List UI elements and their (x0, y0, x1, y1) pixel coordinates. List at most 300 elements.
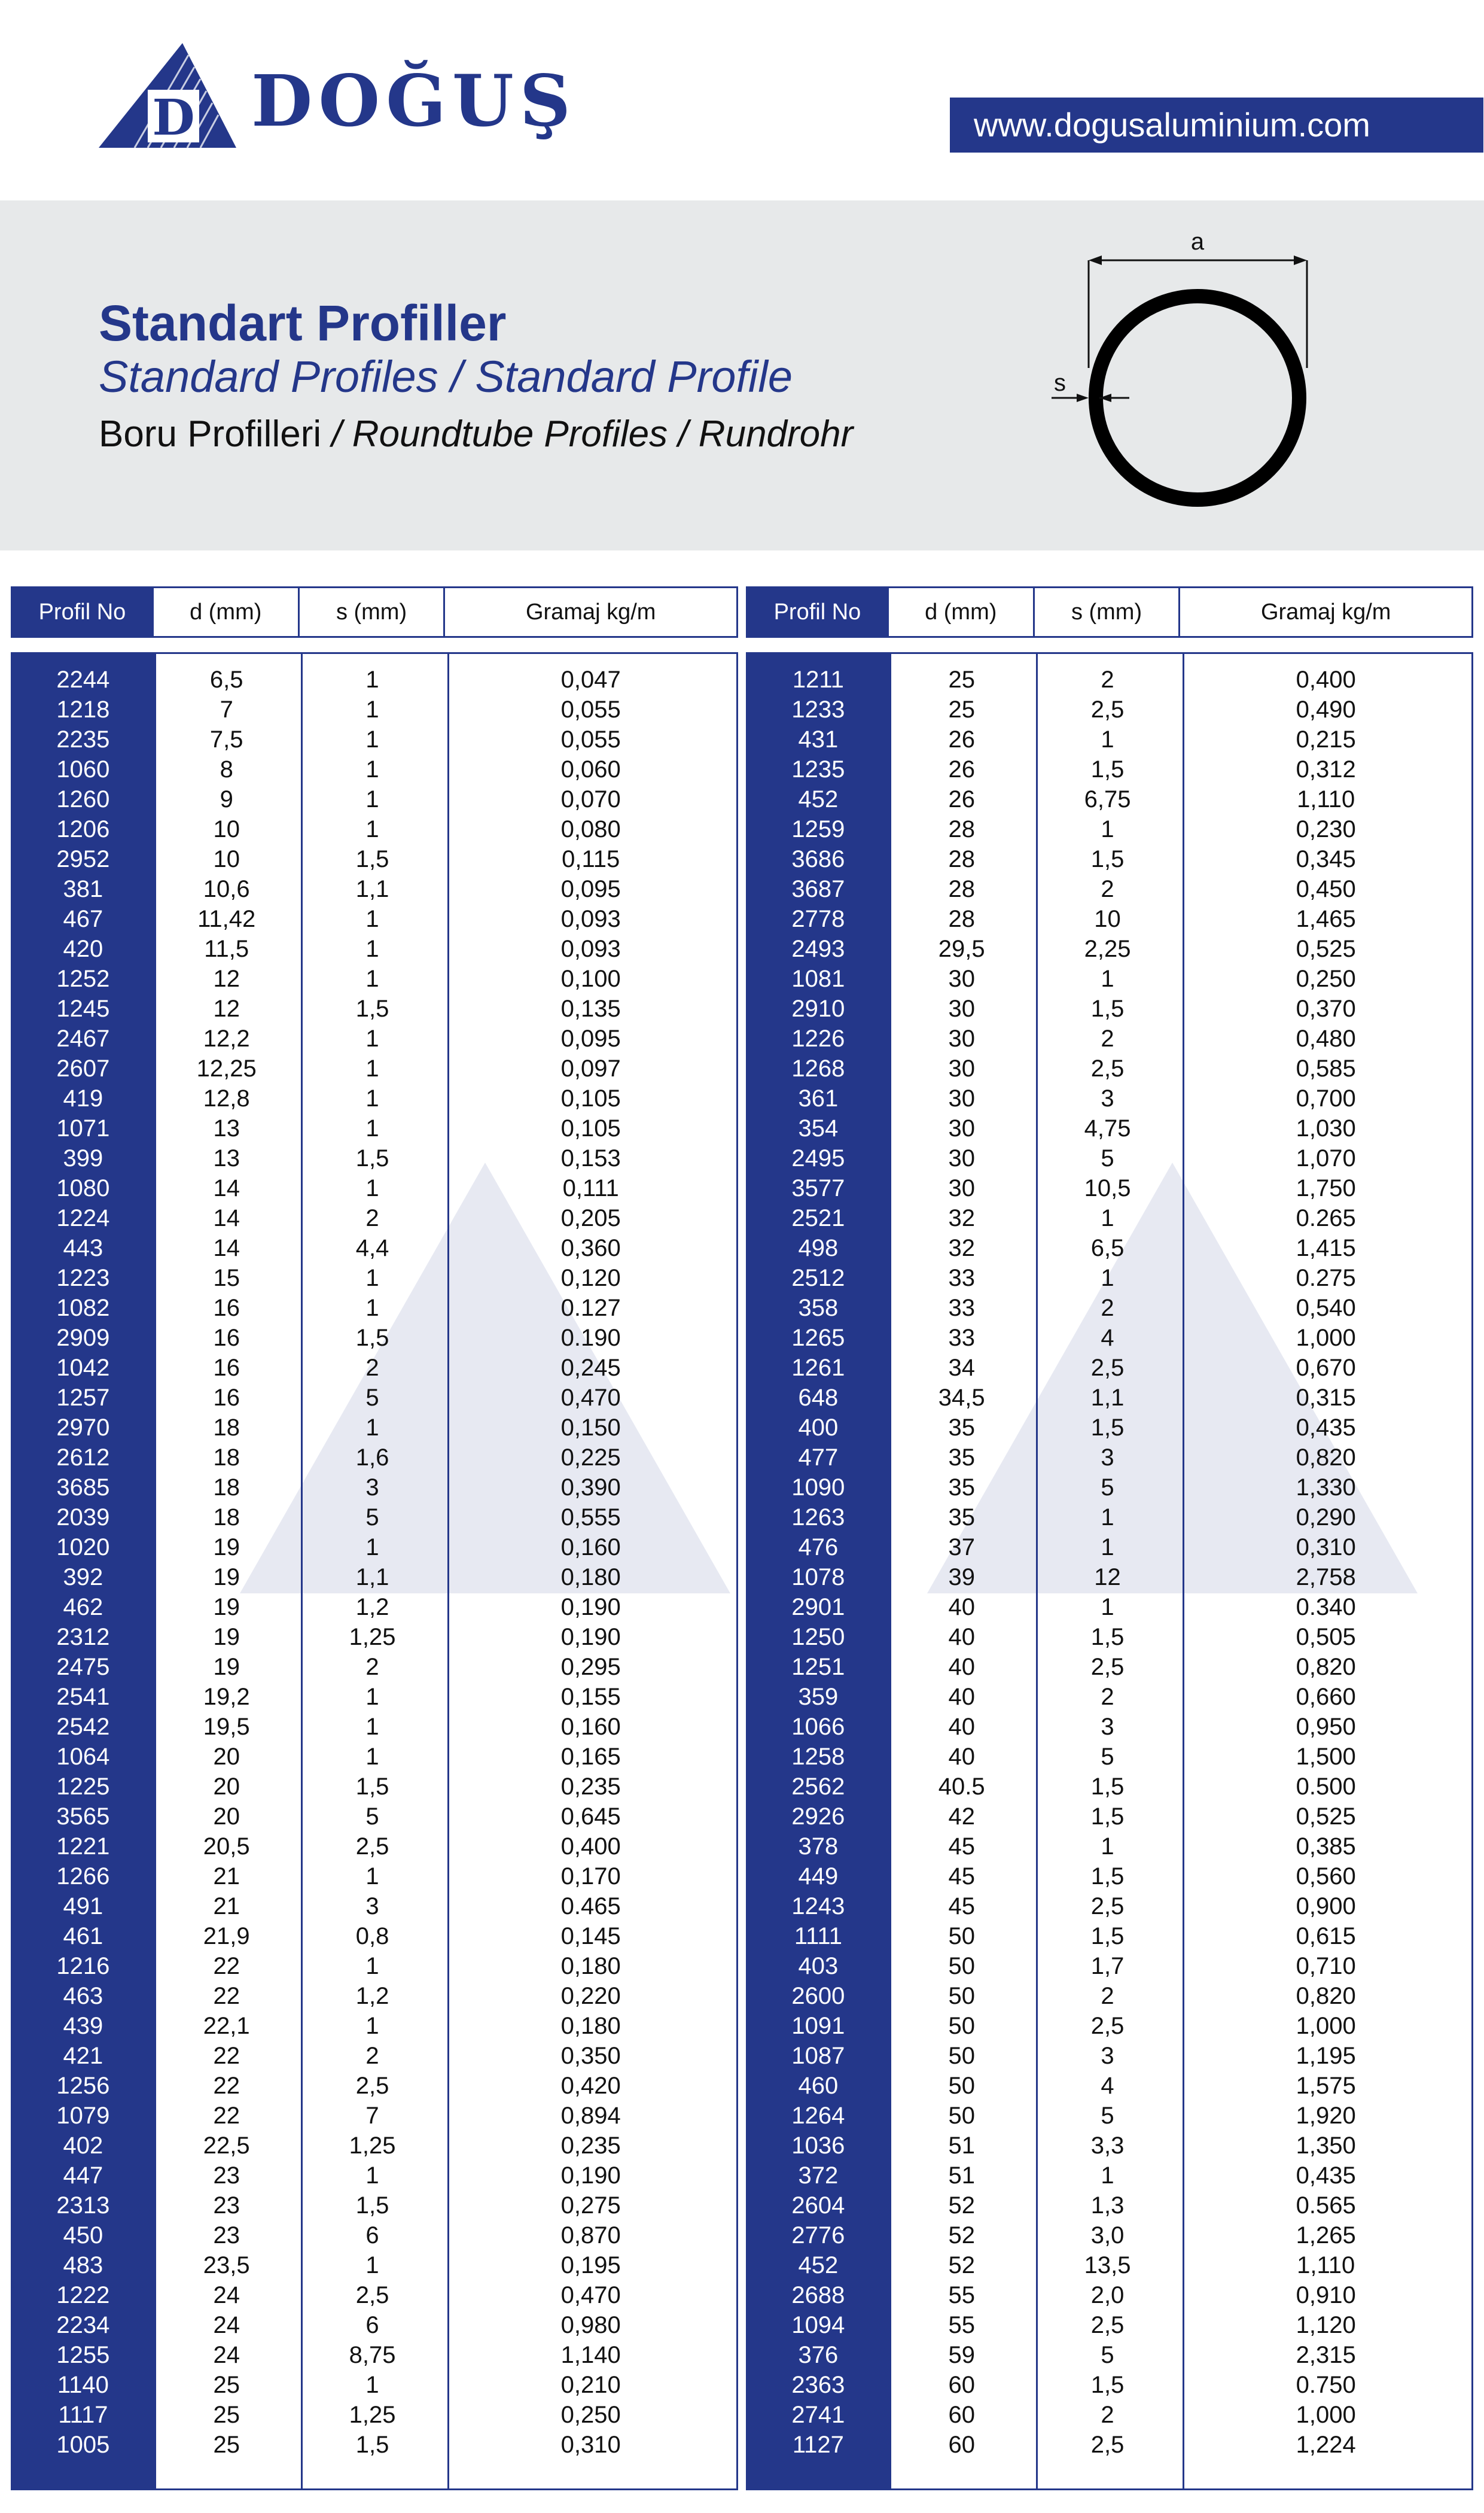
profil-no-cell: 403 (798, 1953, 839, 1979)
profil-no-cell: 2970 (56, 1414, 110, 1441)
table-row (748, 725, 1471, 754)
d-mm-cell: 10 (213, 846, 240, 872)
table-left-header (11, 586, 738, 638)
d-mm-cell: 55 (948, 2282, 975, 2308)
d-mm-cell: 40 (948, 1684, 975, 1710)
website-url[interactable]: www.dogusaluminium.com (950, 98, 1483, 153)
table-row (13, 1084, 736, 1113)
s-mm-cell: 1,3 (1090, 2192, 1125, 2219)
profil-no-cell: 3687 (791, 876, 845, 902)
s-mm-cell: 3 (365, 1474, 379, 1501)
gramaj-cell: 1,030 (1296, 1115, 1356, 1142)
gramaj-cell: 0,555 (560, 1504, 621, 1531)
gramaj-cell: 0,385 (1296, 1833, 1356, 1860)
gramaj-cell: 1,750 (1296, 1175, 1356, 1201)
category-title-translations: / Roundtube Profiles / Rundrohr (321, 413, 854, 455)
s-mm-cell: 1 (365, 667, 379, 693)
gramaj-cell: 0,190 (560, 1624, 621, 1650)
profil-no-cell: 2604 (791, 2192, 845, 2219)
d-mm-cell: 55 (948, 2312, 975, 2338)
s-mm-cell: 2,5 (1090, 1654, 1125, 1680)
gramaj-cell: 0,205 (560, 1205, 621, 1231)
table-row (13, 814, 736, 844)
gramaj-cell: 0,180 (560, 1953, 621, 1979)
d-mm-cell: 22 (213, 2043, 240, 2069)
profil-no-cell: 1259 (791, 816, 845, 842)
s-mm-cell: 2,0 (1090, 2282, 1125, 2308)
gramaj-cell: 0,120 (560, 1265, 621, 1291)
table-row (748, 2190, 1471, 2220)
gramaj-cell: 0,215 (1296, 726, 1356, 753)
s-mm-cell: 1 (365, 936, 379, 962)
gramaj-cell: 0.750 (1296, 2372, 1356, 2398)
table-row (13, 1951, 736, 1981)
table-left-rows (13, 665, 736, 2460)
table-row (748, 1054, 1471, 1084)
profil-no-cell: 477 (798, 1444, 839, 1471)
gramaj-cell: 0,180 (560, 1564, 621, 1590)
profil-no-cell: 2776 (791, 2222, 845, 2249)
s-mm-cell: 2,5 (355, 2282, 389, 2308)
table-row (13, 1592, 736, 1622)
gramaj-cell: 1,330 (1296, 1474, 1356, 1501)
gramaj-cell: 0,250 (560, 2402, 621, 2428)
gramaj-cell: 0,155 (560, 1684, 621, 1710)
gramaj-cell: 0,220 (560, 1983, 621, 2009)
s-mm-cell: 5 (1101, 1474, 1114, 1501)
d-mm-cell: 14 (213, 1235, 240, 1261)
table-row (13, 1891, 736, 1921)
gramaj-cell: 0,190 (560, 1594, 621, 1620)
gramaj-cell: 0,400 (560, 1833, 621, 1860)
table-row (748, 754, 1471, 784)
profil-no-cell: 2312 (56, 1624, 110, 1650)
d-mm-cell: 37 (948, 1534, 975, 1560)
gramaj-cell: 1,110 (1297, 2252, 1355, 2278)
s-mm-cell: 3 (1101, 1085, 1114, 1112)
gramaj-cell: 0,225 (560, 1444, 621, 1471)
table-row (748, 1742, 1471, 1772)
profil-no-cell: 462 (63, 1594, 103, 1620)
table-row (13, 2280, 736, 2310)
s-mm-cell: 1 (1101, 1833, 1114, 1860)
profil-no-cell: 1222 (56, 2282, 110, 2308)
table-row (13, 1742, 736, 1772)
profil-no-cell: 2234 (56, 2312, 110, 2338)
table-row (13, 1831, 736, 1861)
s-mm-cell: 2,5 (1090, 2312, 1125, 2338)
d-mm-cell: 40.5 (938, 1773, 985, 1800)
profil-no-cell: 1091 (791, 2013, 845, 2039)
s-mm-cell: 1 (1101, 726, 1114, 753)
gramaj-cell: 0,585 (1296, 1055, 1356, 1082)
profil-no-cell: 1111 (794, 1923, 842, 1949)
s-mm-cell: 2 (365, 1654, 379, 1680)
s-mm-cell: 2,5 (355, 2073, 389, 2099)
table-row (748, 1502, 1471, 1532)
s-mm-cell: 1,5 (355, 846, 389, 872)
profil-no-cell: 2244 (56, 667, 110, 693)
s-mm-cell: 1 (365, 1085, 379, 1112)
profil-no-cell: 2541 (56, 1684, 110, 1710)
profil-no-cell: 2778 (791, 906, 845, 932)
table-row (13, 754, 736, 784)
d-mm-cell: 20 (213, 1744, 240, 1770)
profil-no-cell: 3686 (791, 846, 845, 872)
profil-no-cell: 2600 (791, 1983, 845, 2009)
gramaj-cell: 0,135 (560, 996, 621, 1022)
s-mm-cell: 2,5 (1090, 1893, 1125, 1919)
profil-no-cell: 2493 (791, 936, 845, 962)
profil-no-cell: 1206 (56, 816, 110, 842)
profil-no-cell: 1066 (791, 1714, 845, 1740)
table-row (748, 904, 1471, 934)
d-mm-cell: 30 (948, 1115, 975, 1142)
profil-no-cell: 420 (63, 936, 103, 962)
gramaj-cell: 0,645 (560, 1803, 621, 1830)
gramaj-cell: 0,390 (560, 1474, 621, 1501)
profil-no-cell: 463 (63, 1983, 103, 2009)
gramaj-cell: 0,370 (1296, 996, 1356, 1022)
profil-no-cell: 400 (798, 1414, 839, 1441)
table-row (13, 1562, 736, 1592)
table-row (13, 2340, 736, 2370)
table-row (748, 934, 1471, 964)
gramaj-cell: 0,080 (560, 816, 621, 842)
d-mm-cell: 25 (213, 2432, 240, 2458)
gramaj-cell: 0,950 (1296, 1714, 1356, 1740)
table-row (748, 695, 1471, 725)
gramaj-cell: 0,470 (560, 2282, 621, 2308)
gramaj-cell: 0,525 (1296, 1803, 1356, 1830)
table-row (13, 994, 736, 1024)
s-mm-cell: 12 (1094, 1564, 1121, 1590)
table-row (748, 1113, 1471, 1143)
s-mm-cell: 1,5 (1090, 1414, 1125, 1441)
gramaj-cell: 0,150 (560, 1414, 621, 1441)
table-row (748, 1413, 1471, 1443)
gramaj-cell: 0,060 (560, 756, 621, 783)
gramaj-cell: 0,153 (560, 1145, 621, 1172)
table-row (13, 1323, 736, 1353)
column-header-profil-no: Profil No (13, 588, 154, 636)
table-row (748, 1353, 1471, 1383)
s-mm-cell: 1 (1101, 1504, 1114, 1531)
profil-no-cell: 431 (798, 726, 839, 753)
d-mm-cell: 40 (948, 1594, 975, 1620)
s-mm-cell: 1 (365, 1534, 379, 1560)
d-mm-cell: 12,8 (203, 1085, 250, 1112)
d-mm-cell: 32 (948, 1235, 975, 1261)
s-mm-cell: 1,5 (355, 996, 389, 1022)
profil-no-cell: 449 (798, 1863, 839, 1890)
table-row (13, 2101, 736, 2131)
table-row (13, 2430, 736, 2460)
profil-no-cell: 419 (63, 1085, 103, 1112)
profil-no-cell: 1266 (56, 1863, 110, 1890)
d-mm-cell: 18 (213, 1474, 240, 1501)
table-row (748, 874, 1471, 904)
gramaj-cell: 0,980 (560, 2312, 621, 2338)
gramaj-cell: 0,505 (1296, 1624, 1356, 1650)
profil-no-cell: 1078 (791, 1564, 845, 1590)
gramaj-cell: 1,465 (1296, 906, 1356, 932)
s-mm-cell: 6,5 (1090, 1235, 1125, 1261)
d-mm-cell: 22 (213, 1953, 240, 1979)
d-mm-cell: 10,6 (203, 876, 250, 902)
table-row (13, 2161, 736, 2190)
d-mm-cell: 30 (948, 1055, 975, 1082)
table-row (748, 1951, 1471, 1981)
page-title: Standart Profiller (99, 295, 507, 351)
profil-no-cell: 381 (63, 876, 103, 902)
gramaj-cell: 0,047 (560, 667, 621, 693)
d-mm-cell: 11,5 (204, 936, 249, 962)
table-row (13, 1712, 736, 1742)
table-row (748, 1891, 1471, 1921)
table-row (13, 2400, 736, 2430)
s-mm-cell: 2,25 (1084, 936, 1131, 962)
d-mm-cell: 51 (948, 2162, 975, 2189)
d-mm-cell: 35 (948, 1444, 975, 1471)
gramaj-cell: 0,111 (562, 1175, 619, 1201)
gramaj-cell: 0,700 (1296, 1085, 1356, 1112)
s-mm-cell: 10 (1094, 906, 1121, 932)
s-mm-cell: 1 (365, 2013, 379, 2039)
d-mm-cell: 16 (213, 1355, 240, 1381)
s-mm-cell: 1,5 (355, 2432, 389, 2458)
table-row (748, 1143, 1471, 1173)
table-row (748, 1682, 1471, 1712)
d-mm-cell: 26 (948, 756, 975, 783)
gramaj-cell: 0,115 (562, 846, 620, 872)
table-row (13, 2041, 736, 2071)
gramaj-cell: 0,093 (560, 906, 621, 932)
s-mm-cell: 5 (1101, 1744, 1114, 1770)
gramaj-cell: 0,345 (1296, 846, 1356, 872)
category-title (99, 410, 853, 458)
d-mm-cell: 50 (948, 1953, 975, 1979)
gramaj-cell: 0,095 (560, 1026, 621, 1052)
table-row (748, 1383, 1471, 1413)
gramaj-cell: 0,160 (560, 1534, 621, 1560)
gramaj-cell: 0,235 (560, 1773, 621, 1800)
round-tube-diagram (1029, 224, 1340, 524)
profil-no-cell: 2901 (791, 1594, 845, 1620)
column-header-s: s (mm) (300, 588, 446, 636)
gramaj-cell: 0.275 (1296, 1265, 1356, 1291)
s-mm-cell: 1,25 (349, 2402, 396, 2428)
gramaj-cell: 0,480 (1296, 1026, 1356, 1052)
table-right-header (746, 586, 1473, 638)
d-mm-cell: 29,5 (938, 936, 985, 962)
profil-no-cell: 1071 (56, 1115, 110, 1142)
profil-no-cell: 1036 (791, 2132, 845, 2159)
profil-no-cell: 467 (63, 906, 103, 932)
category-title-tr: Boru Profilleri (99, 413, 322, 455)
s-mm-cell: 2,5 (1090, 1055, 1125, 1082)
table-row (748, 2220, 1471, 2250)
s-mm-cell: 5 (1101, 2103, 1114, 2129)
table-row (13, 2310, 736, 2340)
gramaj-cell: 1,500 (1296, 1744, 1356, 1770)
d-mm-cell: 14 (213, 1205, 240, 1231)
gramaj-cell: 0,097 (560, 1055, 621, 1082)
gramaj-cell: 0,670 (1296, 1355, 1356, 1381)
table-row (748, 2370, 1471, 2400)
gramaj-cell: 1,224 (1296, 2432, 1356, 2458)
s-mm-cell: 0,8 (355, 1923, 389, 1949)
profil-no-cell: 2313 (56, 2192, 110, 2219)
d-mm-cell: 19 (213, 1624, 240, 1650)
d-mm-cell: 22,1 (203, 2013, 250, 2039)
table-row (748, 844, 1471, 874)
d-mm-cell: 7 (220, 696, 233, 723)
d-mm-cell: 24 (213, 2282, 240, 2308)
table-row (748, 2041, 1471, 2071)
s-mm-cell: 1,7 (1090, 1953, 1125, 1979)
s-mm-cell: 2,5 (1090, 2432, 1125, 2458)
d-mm-cell: 35 (948, 1414, 975, 1441)
s-mm-cell: 7 (365, 2103, 379, 2129)
profil-no-cell: 2562 (791, 1773, 845, 1800)
d-mm-cell: 22,5 (203, 2132, 250, 2159)
profil-no-cell: 378 (798, 1833, 839, 1860)
profil-no-cell: 2910 (791, 996, 845, 1022)
d-mm-cell: 33 (948, 1265, 975, 1291)
table-row (13, 1981, 736, 2011)
table-row (748, 2340, 1471, 2370)
profil-no-cell: 2909 (56, 1325, 110, 1351)
profil-no-cell: 376 (798, 2342, 839, 2368)
s-mm-cell: 1 (365, 1714, 379, 1740)
table-row (748, 1173, 1471, 1203)
d-mm-cell: 50 (948, 2073, 975, 2099)
profil-no-cell: 1256 (56, 2073, 110, 2099)
s-mm-cell: 1,5 (355, 1145, 389, 1172)
table-row (13, 784, 736, 814)
s-mm-cell: 1 (365, 1744, 379, 1770)
table-row (748, 2250, 1471, 2280)
d-mm-cell: 19 (213, 1594, 240, 1620)
profil-no-cell: 2467 (56, 1026, 110, 1052)
s-mm-cell: 2,5 (355, 1833, 389, 1860)
profil-no-cell: 3685 (56, 1474, 110, 1501)
profil-no-cell: 2612 (56, 1444, 110, 1471)
d-mm-cell: 45 (948, 1863, 975, 1890)
profil-no-cell: 1094 (791, 2312, 845, 2338)
profil-no-cell: 452 (798, 2252, 839, 2278)
profil-no-cell: 443 (63, 1235, 103, 1261)
table-row (13, 1772, 736, 1802)
s-mm-cell: 1,5 (1090, 756, 1125, 783)
gramaj-cell: 0,145 (560, 1923, 621, 1949)
s-mm-cell: 1,5 (1090, 1803, 1125, 1830)
profil-no-cell: 2363 (791, 2372, 845, 2398)
table-row (13, 904, 736, 934)
gramaj-cell: 0,290 (1296, 1504, 1356, 1531)
gramaj-cell: 1,110 (1297, 786, 1355, 813)
table-row (748, 1652, 1471, 1682)
s-mm-cell: 1 (1101, 966, 1114, 992)
gramaj-cell: 0,360 (560, 1235, 621, 1261)
s-mm-cell: 1 (365, 816, 379, 842)
s-mm-cell: 1 (365, 1026, 379, 1052)
d-mm-cell: 20,5 (203, 1833, 250, 1860)
profil-no-cell: 1226 (791, 1026, 845, 1052)
gramaj-cell: 1,195 (1296, 2043, 1356, 2069)
profil-no-cell: 498 (798, 1235, 839, 1261)
gramaj-cell: 1,000 (1296, 1325, 1356, 1351)
d-mm-cell: 20 (213, 1803, 240, 1830)
profil-no-cell: 3565 (56, 1803, 110, 1830)
s-mm-cell: 3 (1101, 1714, 1114, 1740)
d-mm-cell: 52 (948, 2252, 975, 2278)
s-mm-cell: 1 (365, 696, 379, 723)
d-mm-cell: 26 (948, 786, 975, 813)
s-mm-cell: 1,5 (1090, 846, 1125, 872)
profil-no-cell: 1082 (56, 1295, 110, 1321)
d-mm-cell: 8 (220, 756, 233, 783)
gramaj-cell: 0,560 (1296, 1863, 1356, 1890)
s-mm-cell: 1 (1101, 1594, 1114, 1620)
gramaj-cell: 0,350 (560, 2043, 621, 2069)
d-mm-cell: 34 (948, 1355, 975, 1381)
table-row (748, 1592, 1471, 1622)
d-mm-cell: 22 (213, 1983, 240, 2009)
s-mm-cell: 2,5 (1090, 696, 1125, 723)
gramaj-cell: 0,190 (560, 2162, 621, 2189)
dimension-s-label: s (1054, 370, 1066, 396)
table-row (748, 1472, 1471, 1502)
gramaj-cell: 0,195 (560, 2252, 621, 2278)
profil-no-cell: 1252 (56, 966, 110, 992)
table-row (13, 1143, 736, 1173)
table-row (748, 1293, 1471, 1323)
table-row (13, 2011, 736, 2041)
s-mm-cell: 4 (1101, 2073, 1114, 2099)
profil-no-cell: 648 (798, 1385, 839, 1411)
d-mm-cell: 40 (948, 1714, 975, 1740)
profil-no-cell: 1081 (791, 966, 845, 992)
s-mm-cell: 1,5 (355, 2192, 389, 2219)
gramaj-cell: 1,575 (1296, 2073, 1356, 2099)
table-row (748, 1323, 1471, 1353)
table-row (748, 2011, 1471, 2041)
d-mm-cell: 30 (948, 1175, 975, 1201)
d-mm-cell: 59 (948, 2342, 975, 2368)
gramaj-cell: 0,310 (560, 2432, 621, 2458)
gramaj-cell: 0,820 (1296, 1983, 1356, 2009)
profil-no-cell: 1265 (791, 1325, 845, 1351)
gramaj-cell: 0,235 (560, 2132, 621, 2159)
table-row (748, 1443, 1471, 1472)
page-subtitle: Standard Profiles / Standard Profile (99, 352, 793, 401)
dimension-a-label: a (1190, 229, 1205, 255)
d-mm-cell: 30 (948, 996, 975, 1022)
d-mm-cell: 25 (948, 667, 975, 693)
profil-no-cell: 392 (63, 1564, 103, 1590)
column-header-s: s (mm) (1035, 588, 1181, 636)
d-mm-cell: 9 (220, 786, 233, 813)
d-mm-cell: 30 (948, 1145, 975, 1172)
table-row (13, 2131, 736, 2161)
s-mm-cell: 1 (365, 726, 379, 753)
d-mm-cell: 18 (213, 1414, 240, 1441)
d-mm-cell: 28 (948, 876, 975, 902)
gramaj-cell: 0,910 (1296, 2282, 1356, 2308)
gramaj-cell: 2,758 (1296, 1564, 1356, 1590)
